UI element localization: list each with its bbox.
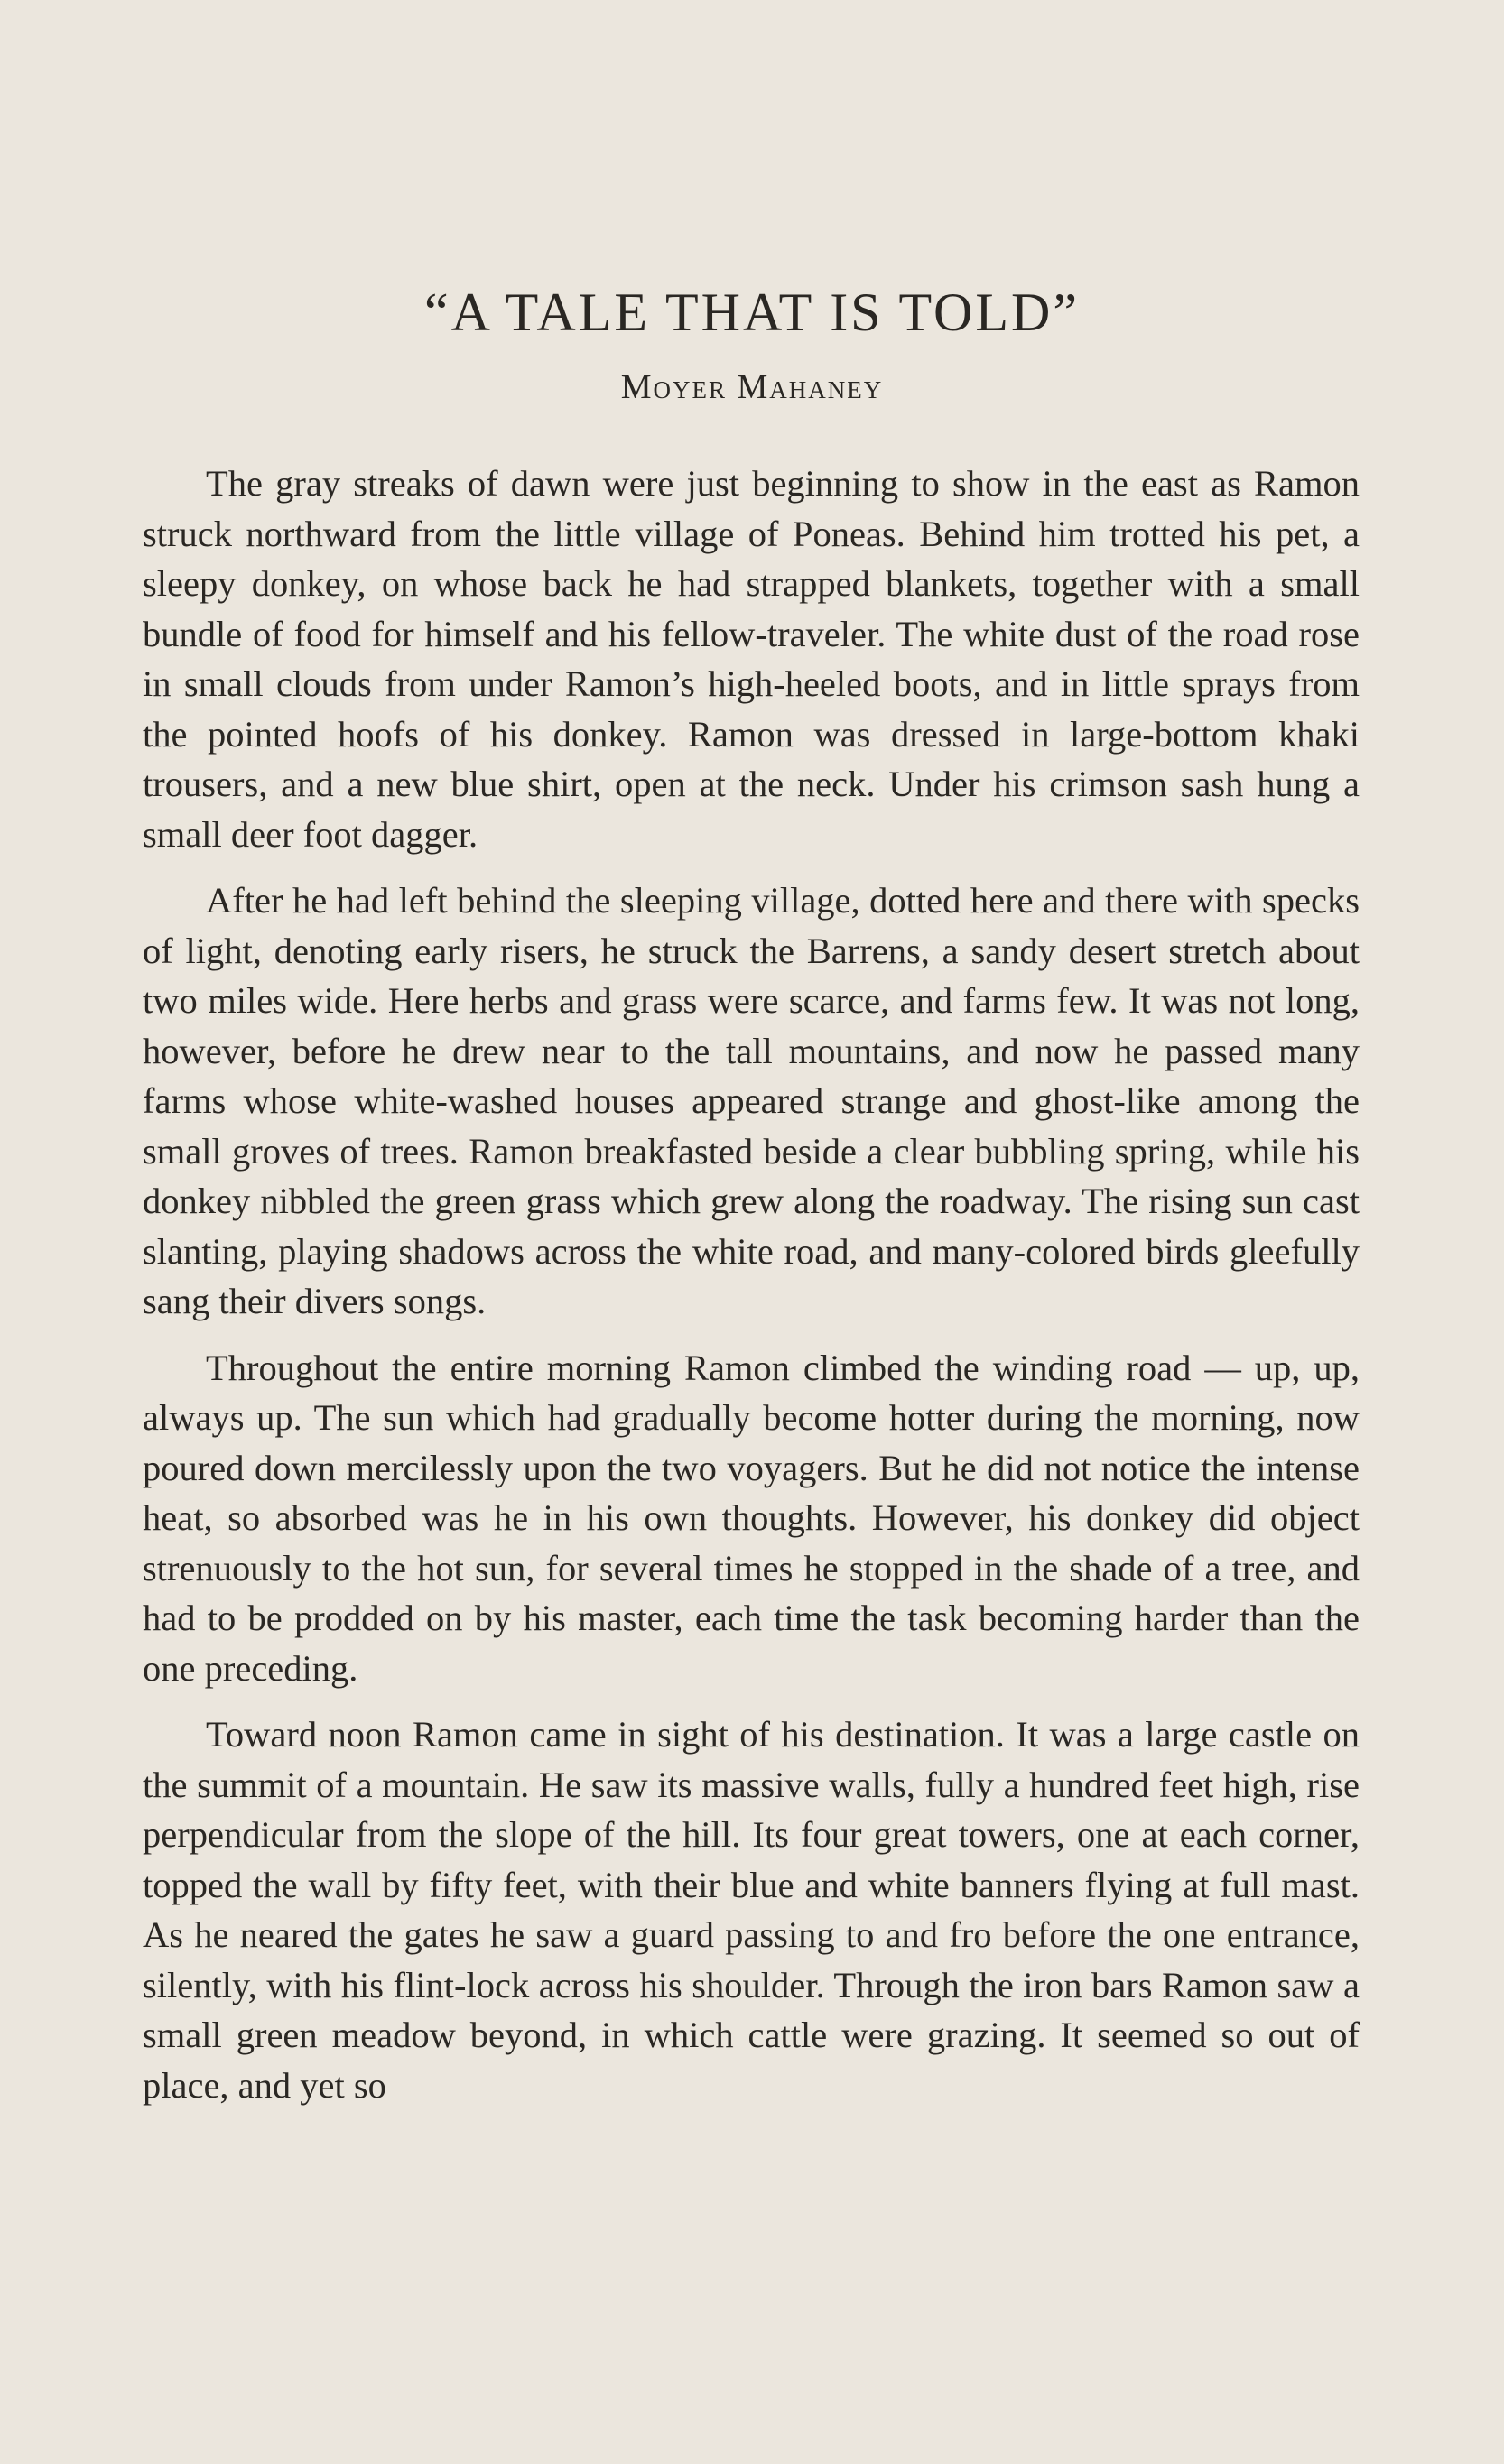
paragraph: Toward noon Ramon came in sight of his destination. It was a large castle on the summit of a mountain. He saw its massive walls, fully a hundred feet high, rise perpendicular from the slope of the hill. Its four great towers, one at each corner, topped the wall by fifty feet, with their blue and white banners flying at full mast. As he neared the gates he saw a guard passing to and fro before the one entrance, silently, with his flint-lock across his shoulder. Through the iron bars Ramon saw a small green meadow beyond, in which cattle were grazing. It seemed so out of place, and yet so [143, 1714, 1360, 2106]
story-title: “A TALE THAT IS TOLD” [424, 283, 1080, 342]
paragraph: The gray streaks of dawn were just beginning to show in the east as Ramon struck northward from the little village of Poneas. Behind him trotted his pet, a sleepy donkey, on whose back he had strapped blankets, together with a small bundle of food for himself and his fellow-traveler. The white dust of the road rose in small clouds from under Ramon’s high-heeled boots, and in little sprays from the pointed hoofs of his donkey. Ramon was dressed in large-bottom khaki trousers, and a new blue shirt, open at the neck. Under his crimson sash hung a small deer foot dagger. [143, 463, 1360, 855]
paragraph: After he had left behind the sleeping village, dotted here and there with specks of light, denoting early risers, he struck the Barrens, a sandy desert stretch about two miles wide. Here herbs and grass were scarce, and farms few. It was not long, however, before he drew near to the tall mountains, and now he passed many farms whose white-washed houses appeared strange and ghost-like among the small groves of trees. Ramon breakfasted beside a clear bubbling spring, while his donkey nibbled the green grass which grew along the roadway. The rising sun cast slanting, playing shadows across the white road, and many-colored birds gleefully sang their divers songs. [143, 880, 1360, 1321]
story-body [143, 459, 1360, 2110]
author-name: Moyer Mahaney [620, 368, 884, 406]
paragraph: Throughout the entire morning Ramon climbed the winding road — up, up, always up. The sun which had gradually become hotter during the morning, now poured down mercilessly upon the two voyagers. But he did not notice the intense heat, so absorbed was he in his own thoughts. However, his donkey did object strenuously to the hot sun, for several times he stopped in the shade of a tree, and had to be prodded on by his master, each time the task becoming harder than the one preceding. [143, 1347, 1360, 1689]
